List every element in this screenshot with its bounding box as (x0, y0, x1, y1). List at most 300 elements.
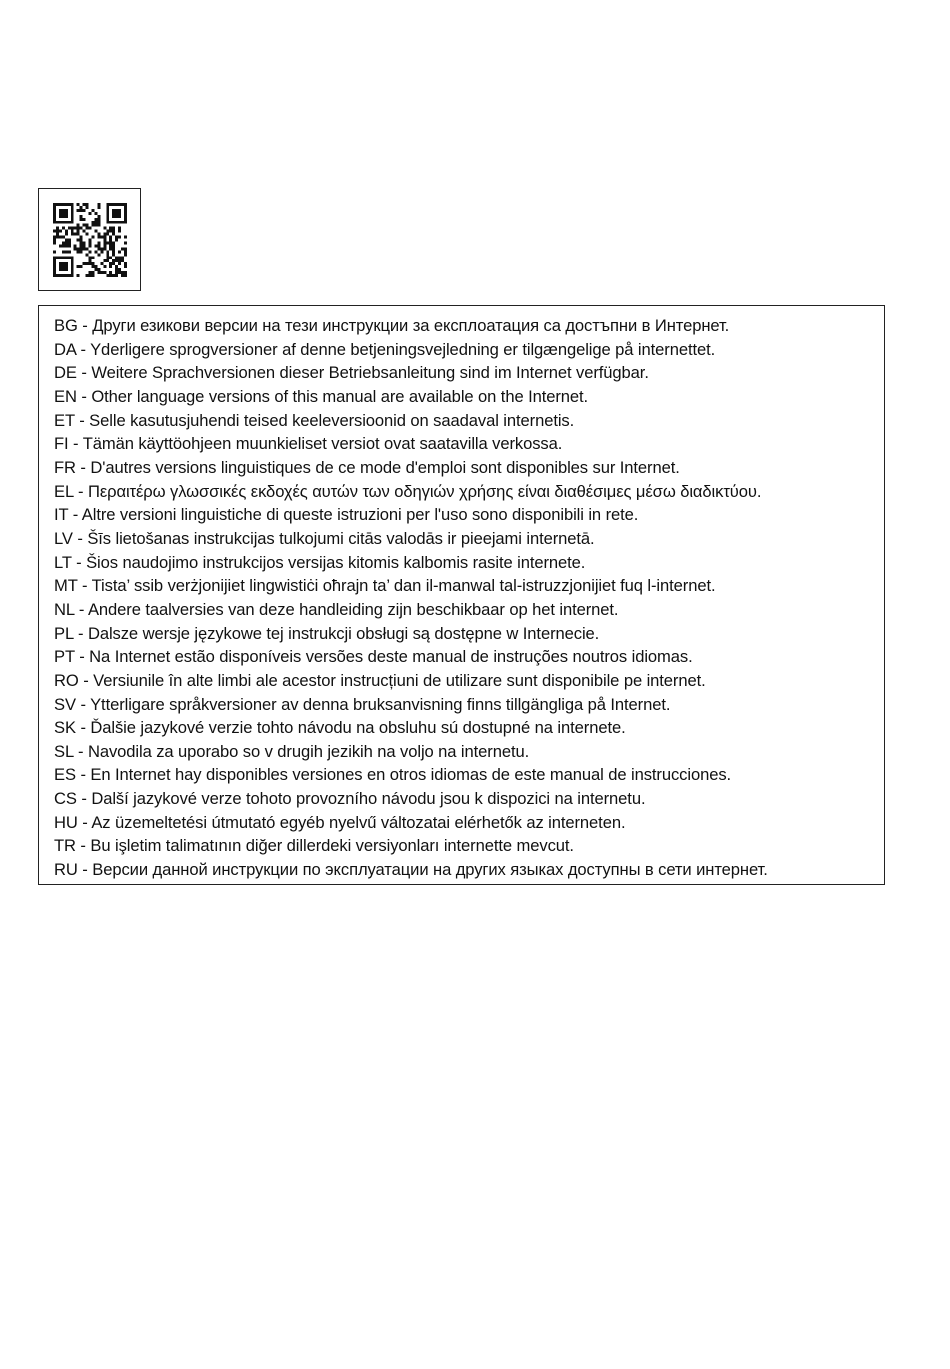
language-versions-box (38, 305, 885, 885)
qr-module (56, 203, 59, 206)
qr-module (86, 233, 89, 236)
qr-module (62, 209, 65, 212)
qr-module (115, 271, 118, 274)
qr-module (89, 256, 92, 259)
qr-module (53, 241, 56, 244)
qr-module (121, 274, 124, 277)
qr-module (65, 265, 68, 268)
qr-module (124, 262, 127, 265)
qr-module (53, 215, 56, 218)
language-line-sv: SV - Ytterligare språkversioner av denna bruksanvisning finns tillgängliga på Internet. (54, 694, 671, 714)
qr-module (53, 265, 56, 268)
language-line-pl: PL - Dalsze wersje językowe tej instrukcji obsługi są dostępne w Internecie. (54, 623, 600, 643)
qr-module (62, 203, 65, 206)
qr-module (118, 203, 121, 206)
qr-module (91, 236, 94, 239)
qr-module (59, 268, 62, 271)
qr-module (109, 221, 112, 224)
qr-module (121, 247, 124, 250)
qr-module (83, 262, 86, 265)
qr-module (103, 247, 106, 250)
qr-module (80, 239, 83, 242)
qr-module (115, 259, 118, 262)
language-line-bg: BG - Други езикови версии на тези инструкции за експлоатация са достъпни в Интернет. (54, 316, 730, 335)
qr-module (65, 262, 68, 265)
qr-module (112, 221, 115, 224)
qr-module (65, 233, 68, 236)
qr-module (86, 253, 89, 256)
qr-module (112, 215, 115, 218)
language-line-ro: RO - Versiunile în alte limbi ale acestor instrucțiuni de utilizare sunt disponibile pe internet. (54, 670, 706, 690)
language-line-hu: HU - Az üzemeltetési útmutató egyéb nyelvű változatai elérhetők az interneten. (54, 812, 626, 832)
qr-code-frame (38, 188, 141, 291)
qr-module (71, 259, 74, 262)
qr-module (77, 209, 80, 212)
qr-module (97, 244, 100, 247)
qr-module (118, 259, 121, 262)
qr-module (112, 230, 115, 233)
qr-module (100, 236, 103, 239)
qr-module (121, 259, 124, 262)
qr-module (106, 274, 109, 277)
qr-module (97, 236, 100, 239)
qr-module (59, 274, 62, 277)
qr-module (124, 221, 127, 224)
qr-module (124, 236, 127, 239)
qr-module (53, 218, 56, 221)
qr-module (124, 253, 127, 256)
qr-module (121, 256, 124, 259)
qr-module (86, 206, 89, 209)
qr-module (94, 268, 97, 271)
qr-module (83, 247, 86, 250)
qr-module (106, 218, 109, 221)
qr-module (94, 221, 97, 224)
language-line-el: EL - Περαιτέρω γλωσσικές εκδοχές αυτών των οδηγιών χρήσης είναι διαθέσιμες μέσω διαδικτύου. (54, 481, 762, 501)
qr-module (91, 262, 94, 265)
qr-module (77, 224, 80, 227)
qr-module (106, 212, 109, 215)
qr-module (68, 239, 71, 242)
qr-module (106, 206, 109, 209)
qr-module (91, 271, 94, 274)
qr-module (83, 209, 86, 212)
qr-module (71, 233, 74, 236)
qr-module (68, 274, 71, 277)
qr-module (86, 203, 89, 206)
qr-module (68, 227, 71, 230)
qr-module (53, 212, 56, 215)
qr-module (91, 221, 94, 224)
qr-module (71, 221, 74, 224)
qr-module (53, 206, 56, 209)
qr-module (53, 271, 56, 274)
qr-module (97, 224, 100, 227)
qr-module (53, 203, 56, 206)
qr-module (124, 212, 127, 215)
qr-module (89, 212, 92, 215)
qr-module (94, 244, 97, 247)
qr-module (74, 227, 77, 230)
language-line-de: DE - Weitere Sprachversionen dieser Betriebsanleitung sind im Internet verfügbar. (54, 363, 649, 383)
qr-module (65, 203, 68, 206)
qr-module (124, 271, 127, 274)
qr-module (115, 265, 118, 268)
qr-code-icon (53, 203, 127, 277)
qr-module (65, 221, 68, 224)
qr-module (56, 233, 59, 236)
qr-module (80, 244, 83, 247)
qr-module (115, 268, 118, 271)
qr-module (115, 212, 118, 215)
qr-module (106, 233, 109, 236)
qr-module (97, 241, 100, 244)
qr-module (97, 218, 100, 221)
qr-module (118, 256, 121, 259)
qr-module (106, 259, 109, 262)
qr-module (74, 233, 77, 236)
qr-module (112, 209, 115, 212)
qr-module (112, 262, 115, 265)
qr-module (124, 218, 127, 221)
qr-module (97, 221, 100, 224)
qr-module (94, 265, 97, 268)
qr-module (86, 224, 89, 227)
qr-module (100, 271, 103, 274)
language-line-et: ET - Selle kasutusjuhendi teised keeleversioonid on saadaval internetis. (54, 410, 575, 430)
qr-module (112, 241, 115, 244)
qr-module (115, 221, 118, 224)
qr-module (103, 233, 106, 236)
qr-module (65, 230, 68, 233)
qr-module (59, 215, 62, 218)
qr-module (109, 241, 112, 244)
qr-module (59, 221, 62, 224)
qr-module (62, 262, 65, 265)
language-line-es: ES - En Internet hay disponibles versiones en otros idiomas de este manual de instrucciones. (54, 765, 732, 785)
qr-module (109, 203, 112, 206)
qr-module (97, 206, 100, 209)
qr-module (106, 250, 109, 253)
qr-module (77, 274, 80, 277)
qr-module (77, 230, 80, 233)
qr-module (94, 218, 97, 221)
qr-module (103, 241, 106, 244)
qr-module (62, 250, 65, 253)
qr-module (106, 203, 109, 206)
qr-module (56, 227, 59, 230)
qr-module (89, 244, 92, 247)
qr-module (103, 236, 106, 239)
qr-module (68, 256, 71, 259)
qr-module (56, 256, 59, 259)
qr-module (100, 250, 103, 253)
qr-module (97, 215, 100, 218)
qr-module (109, 230, 112, 233)
qr-module (74, 244, 77, 247)
qr-module (115, 236, 118, 239)
qr-module (112, 253, 115, 256)
qr-module (71, 206, 74, 209)
qr-module (112, 203, 115, 206)
qr-module (71, 209, 74, 212)
qr-module (80, 250, 83, 253)
qr-module (118, 215, 121, 218)
qr-module (62, 215, 65, 218)
qr-module (124, 203, 127, 206)
qr-module (121, 271, 124, 274)
qr-module (59, 256, 62, 259)
language-line-fr: FR - D'autres versions linguistiques de ce mode d'emploi sont disponibles sur Internet. (54, 457, 680, 477)
language-line-en: EN - Other language versions of this manual are available on the Internet. (54, 386, 589, 406)
qr-module (83, 241, 86, 244)
qr-module (112, 212, 115, 215)
language-line-ru: RU - Версии данной инструкции по эксплуатации на других языках доступны в сети интернет. (54, 860, 768, 880)
qr-module (118, 230, 121, 233)
qr-module (118, 221, 121, 224)
qr-module (59, 244, 62, 247)
qr-module (56, 230, 59, 233)
qr-module (62, 244, 65, 247)
qr-module (68, 203, 71, 206)
qr-module (68, 250, 71, 253)
qr-module (112, 259, 115, 262)
qr-module (59, 209, 62, 212)
qr-module (115, 256, 118, 259)
qr-module (68, 244, 71, 247)
qr-module (83, 230, 86, 233)
qr-module (71, 227, 74, 230)
qr-module (80, 218, 83, 221)
qr-module (124, 274, 127, 277)
qr-module (109, 247, 112, 250)
qr-module (53, 250, 56, 253)
language-line-lv: LV - Šīs lietošanas instrukcijas tulkojumi citās valodās ir pieejami internetā. (54, 528, 595, 548)
qr-module (71, 230, 74, 233)
qr-module (83, 244, 86, 247)
qr-module (89, 262, 92, 265)
qr-module (89, 250, 92, 253)
qr-module (97, 203, 100, 206)
qr-module (91, 256, 94, 259)
qr-module (74, 247, 77, 250)
qr-module (89, 227, 92, 230)
qr-module (68, 241, 71, 244)
qr-module (53, 268, 56, 271)
qr-module (103, 244, 106, 247)
qr-module (53, 262, 56, 265)
language-line-sk: SK - Ďalšie jazykové verzie tohto návodu na obsluhu sú dostupné na internete. (54, 718, 626, 738)
qr-module (86, 274, 89, 277)
qr-module (118, 209, 121, 212)
qr-module (115, 274, 118, 277)
qr-module (56, 221, 59, 224)
qr-module (118, 227, 121, 230)
qr-module (112, 250, 115, 253)
qr-module (97, 233, 100, 236)
qr-module (112, 274, 115, 277)
qr-module (89, 241, 92, 244)
qr-module (71, 262, 74, 265)
qr-module (71, 256, 74, 259)
qr-module (59, 262, 62, 265)
qr-module (109, 244, 112, 247)
qr-module (53, 236, 56, 239)
qr-module (65, 215, 68, 218)
qr-module (124, 265, 127, 268)
qr-module (53, 209, 56, 212)
qr-module (77, 203, 80, 206)
language-line-cs: CS - Další jazykové verze tohoto provozního návodu jsou k dispozici na internetu. (54, 789, 646, 809)
qr-module (65, 241, 68, 244)
qr-module (53, 221, 56, 224)
qr-module (124, 247, 127, 250)
qr-module (62, 241, 65, 244)
qr-module (62, 268, 65, 271)
qr-module (118, 262, 121, 265)
qr-module (106, 221, 109, 224)
qr-module (65, 274, 68, 277)
qr-module (103, 227, 106, 230)
qr-module (80, 265, 83, 268)
qr-module (97, 268, 100, 271)
language-line-pt: PT - Na Internet estão disponíveis versões deste manual de instruções noutros idiomas. (54, 647, 693, 667)
qr-module (115, 209, 118, 212)
qr-module (65, 256, 68, 259)
qr-module (71, 274, 74, 277)
qr-module (77, 247, 80, 250)
qr-module (112, 233, 115, 236)
qr-module (124, 241, 127, 244)
qr-module (62, 221, 65, 224)
qr-module (106, 215, 109, 218)
qr-module (56, 274, 59, 277)
qr-module (97, 253, 100, 256)
qr-module (121, 203, 124, 206)
qr-module (62, 274, 65, 277)
qr-module (118, 212, 121, 215)
qr-module (91, 224, 94, 227)
qr-module (124, 215, 127, 218)
qr-module (112, 244, 115, 247)
qr-module (62, 236, 65, 239)
qr-module (103, 265, 106, 268)
qr-module (65, 239, 68, 242)
qr-module (94, 212, 97, 215)
qr-module (62, 256, 65, 259)
language-line-lt: LT - Šios naudojimo instrukcijos versijas kitomis kalbomis rasite internete. (54, 552, 586, 572)
language-line-it: IT - Altre versioni linguistiche di queste istruzioni per l'uso sono disponibili in rete. (54, 505, 639, 525)
qr-module (103, 259, 106, 262)
qr-module (106, 209, 109, 212)
qr-module (97, 247, 100, 250)
qr-module (77, 239, 80, 242)
qr-module (109, 265, 112, 268)
qr-module (83, 203, 86, 206)
qr-module (83, 224, 86, 227)
qr-module (100, 262, 103, 265)
qr-module (80, 227, 83, 230)
qr-module (71, 212, 74, 215)
qr-module (109, 227, 112, 230)
qr-module (71, 203, 74, 206)
qr-module (112, 227, 115, 230)
language-line-da: DA - Yderligere sprogversioner af denne betjeningsvejledning er tilgængelige på internettet. (54, 339, 716, 359)
qr-module (77, 265, 80, 268)
qr-module (109, 236, 112, 239)
qr-module (65, 244, 68, 247)
qr-module (56, 236, 59, 239)
qr-module (106, 256, 109, 259)
qr-module (115, 215, 118, 218)
qr-module (121, 221, 124, 224)
qr-module (53, 259, 56, 262)
qr-module (112, 247, 115, 250)
qr-module (124, 250, 127, 253)
qr-module (59, 236, 62, 239)
qr-module (106, 253, 109, 256)
qr-module (71, 268, 74, 271)
qr-module (83, 218, 86, 221)
qr-module (91, 265, 94, 268)
qr-module (80, 241, 83, 244)
qr-module (53, 239, 56, 242)
qr-module (89, 239, 92, 242)
language-line-sl: SL - Navodila za uporabo so v drugih jezikih na voljo na internetu. (54, 741, 530, 761)
qr-module (109, 271, 112, 274)
qr-module (94, 230, 97, 233)
language-line-tr: TR - Bu işletim talimatının diğer dillerdeki versiyonları internette mevcut. (54, 836, 574, 856)
qr-module (115, 239, 118, 242)
qr-module (65, 209, 68, 212)
qr-module (109, 262, 112, 265)
qr-module (97, 271, 100, 274)
qr-module (71, 215, 74, 218)
qr-module (106, 241, 109, 244)
qr-module (89, 259, 92, 262)
qr-module (103, 239, 106, 242)
qr-module (80, 247, 83, 250)
qr-module (62, 212, 65, 215)
qr-module (65, 250, 68, 253)
qr-module (59, 265, 62, 268)
qr-module (91, 274, 94, 277)
qr-module (118, 271, 121, 274)
qr-module (80, 209, 83, 212)
qr-module (71, 265, 74, 268)
qr-module (94, 250, 97, 253)
qr-module (100, 247, 103, 250)
qr-module (109, 256, 112, 259)
qr-module (59, 203, 62, 206)
qr-module (62, 227, 65, 230)
qr-module (115, 203, 118, 206)
qr-module (68, 221, 71, 224)
qr-module (53, 230, 56, 233)
qr-module (109, 239, 112, 242)
qr-module (106, 230, 109, 233)
qr-module (71, 218, 74, 221)
language-line-fi: FI - Tämän käyttöohjeen muunkieliset versiot ovat saatavilla verkossa. (54, 434, 563, 454)
qr-module (118, 236, 121, 239)
qr-module (65, 212, 68, 215)
qr-module (62, 265, 65, 268)
qr-module (77, 227, 80, 230)
qr-module (91, 209, 94, 212)
qr-module (77, 233, 80, 236)
qr-module (59, 230, 62, 233)
qr-module (86, 262, 89, 265)
